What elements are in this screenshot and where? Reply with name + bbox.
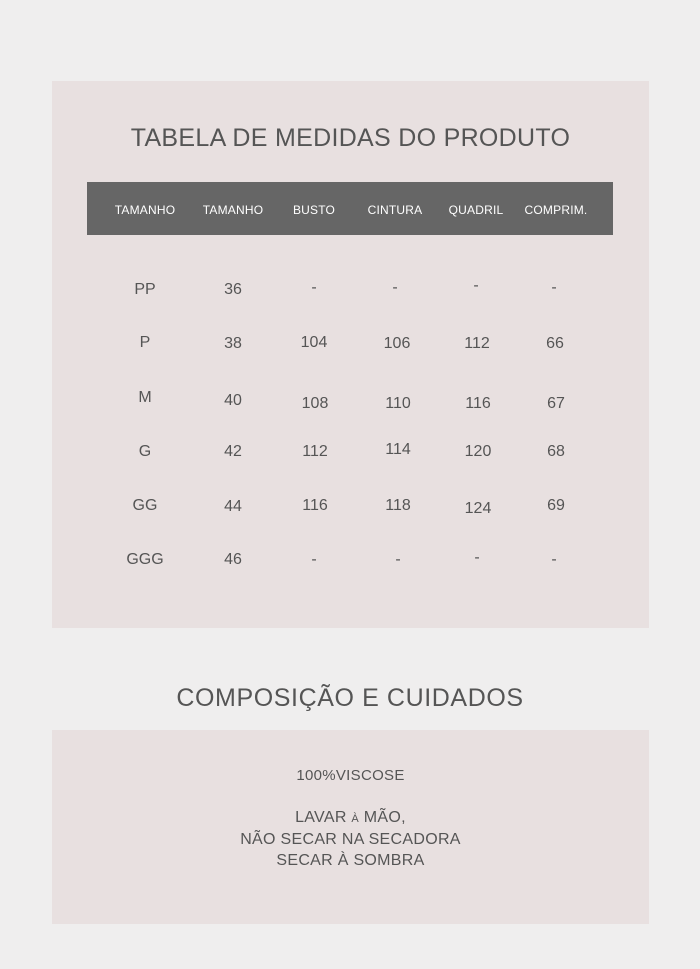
cell-number: 46 bbox=[224, 551, 242, 568]
cell-bust: 116 bbox=[302, 497, 328, 514]
header-waist: CINTURA bbox=[367, 203, 423, 217]
cell-bust: - bbox=[311, 279, 317, 296]
header-bust: BUSTO bbox=[292, 203, 336, 217]
cell-length: - bbox=[551, 279, 557, 296]
cell-size: M bbox=[138, 389, 152, 406]
cell-bust: 112 bbox=[302, 443, 328, 460]
cell-waist: 110 bbox=[385, 395, 411, 412]
cell-hip: 112 bbox=[464, 335, 490, 352]
cell-length: 66 bbox=[546, 335, 564, 352]
cell-size: G bbox=[138, 443, 152, 460]
cell-hip: 124 bbox=[464, 500, 492, 517]
cell-length: 67 bbox=[547, 395, 565, 412]
cell-hip: 116 bbox=[465, 395, 491, 412]
cell-waist: 106 bbox=[383, 335, 411, 352]
cell-number: 42 bbox=[224, 443, 242, 460]
cell-waist: - bbox=[392, 279, 398, 296]
cell-bust: 108 bbox=[301, 395, 329, 412]
cell-length: 68 bbox=[547, 443, 565, 460]
cell-number: 38 bbox=[224, 335, 242, 352]
cell-size: PP bbox=[134, 281, 156, 298]
cell-number: 36 bbox=[224, 281, 242, 298]
shade-instruction: SECAR À SOMBRA bbox=[276, 852, 425, 869]
header-size-label: TAMANHO bbox=[114, 203, 176, 217]
care-section-title: COMPOSIÇÃO E CUIDADOS bbox=[176, 684, 524, 712]
cell-length: 69 bbox=[547, 497, 565, 514]
cell-waist: - bbox=[395, 551, 401, 568]
cell-size: P bbox=[139, 334, 151, 351]
size-table-panel bbox=[52, 81, 649, 628]
cell-waist: 114 bbox=[385, 441, 411, 458]
cell-size: GG bbox=[132, 497, 158, 514]
cell-bust: - bbox=[311, 551, 317, 568]
wash-instruction bbox=[52, 809, 649, 827]
cell-hip: - bbox=[473, 277, 479, 294]
header-length: COMPRIM. bbox=[524, 203, 588, 217]
header-hip: QUADRIL bbox=[448, 203, 504, 217]
cell-hip: - bbox=[474, 549, 480, 566]
size-table-header bbox=[87, 182, 613, 235]
wash-prefix: LAVAR bbox=[295, 809, 352, 826]
dryer-instruction: NÃO SECAR NA SECADORA bbox=[240, 831, 461, 848]
wash-suffix: MÃO, bbox=[359, 809, 406, 826]
cell-length: - bbox=[551, 551, 557, 568]
care-panel bbox=[52, 730, 649, 924]
cell-size: GGG bbox=[126, 551, 164, 568]
size-table-title: TABELA DE MEDIDAS DO PRODUTO bbox=[130, 124, 571, 152]
cell-number: 44 bbox=[224, 498, 242, 515]
header-size-number: TAMANHO bbox=[202, 203, 264, 217]
cell-number: 40 bbox=[224, 392, 242, 409]
composition-text: 100%VISCOSE bbox=[296, 767, 405, 784]
cell-hip: 120 bbox=[464, 443, 492, 460]
cell-bust: 104 bbox=[300, 334, 328, 351]
cell-waist: 118 bbox=[385, 497, 411, 514]
wash-a: À bbox=[351, 813, 360, 825]
